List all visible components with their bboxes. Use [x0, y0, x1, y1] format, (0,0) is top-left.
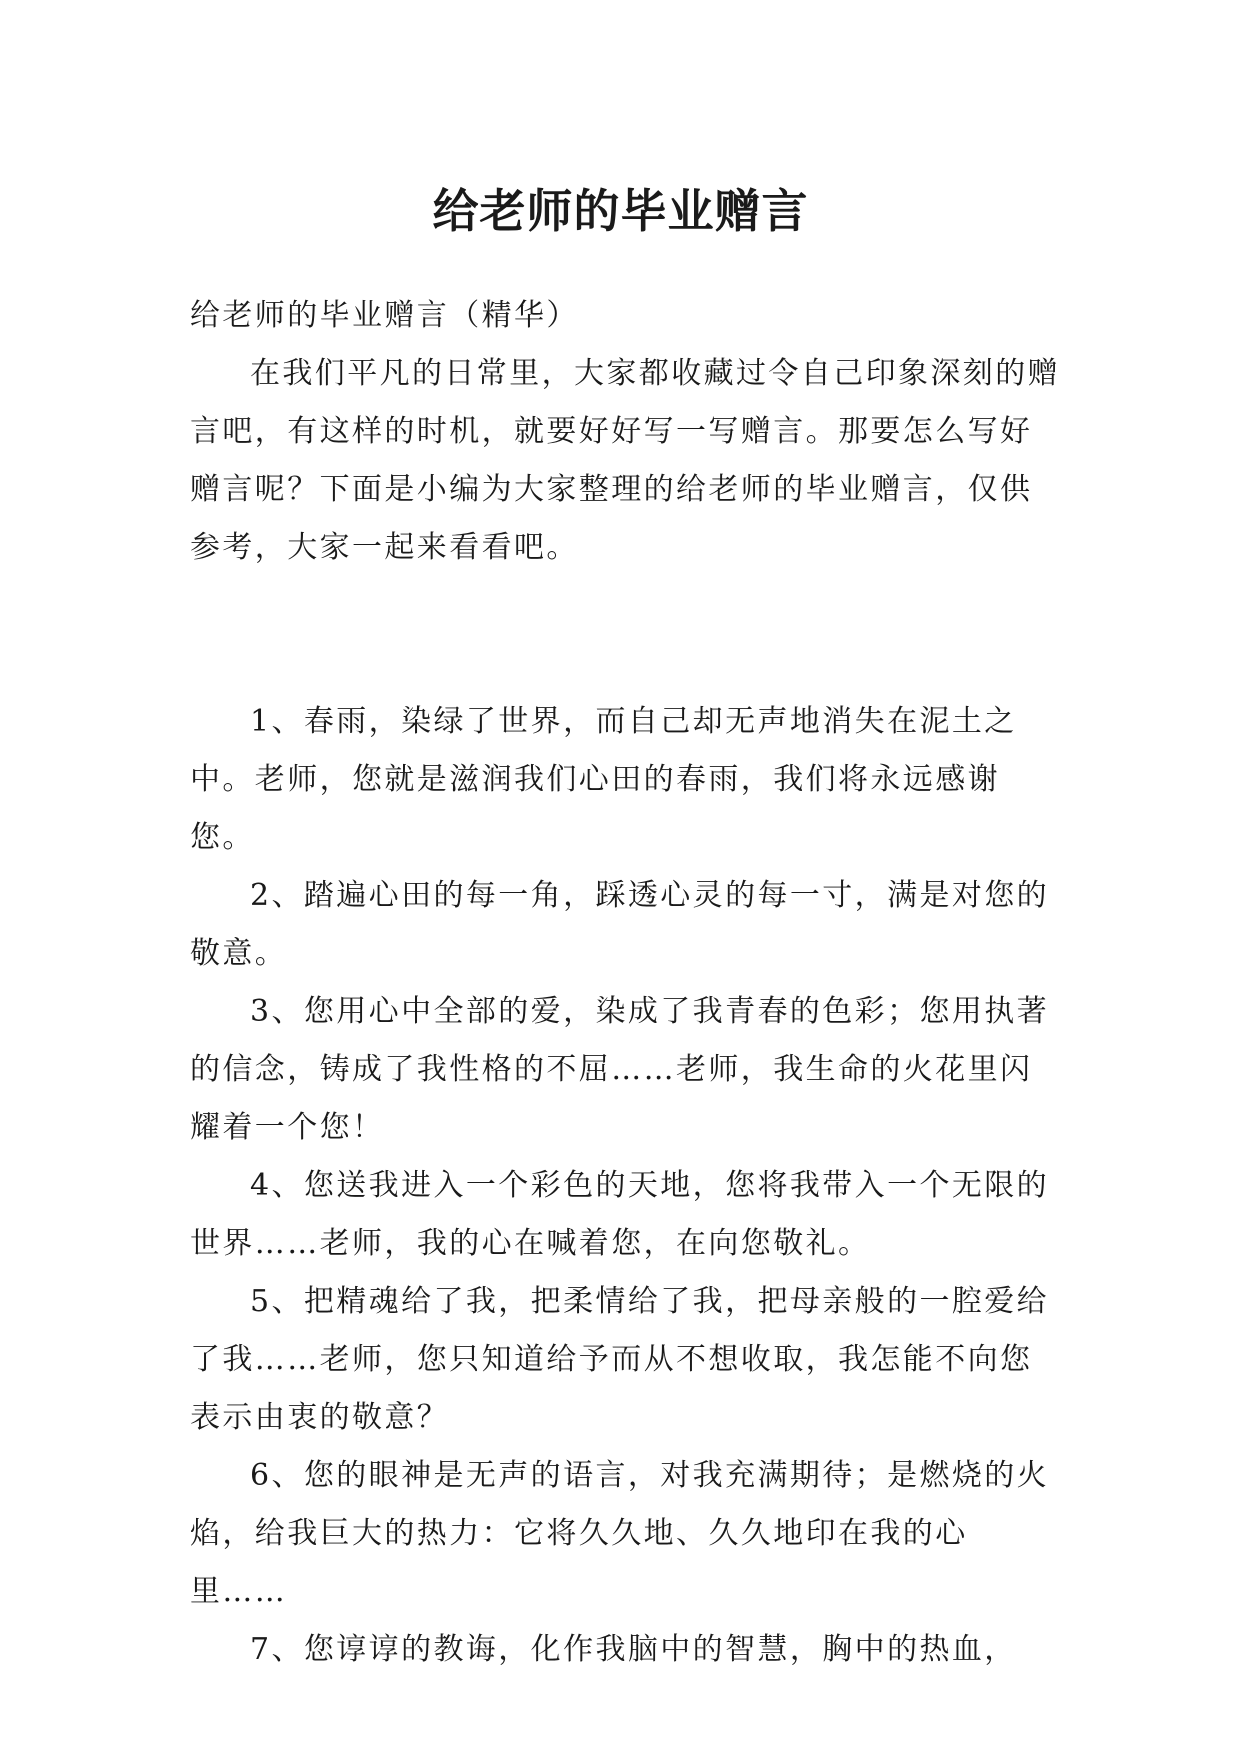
document-subtitle: 给老师的毕业赠言（精华）: [190, 298, 579, 333]
document-title: 给老师的毕业赠言: [432, 183, 809, 238]
list-item: 6、您的眼神是无声的语言，对我充满期待；是燃烧的火焰，给我巨大的热力：它将久久地、久久地印在我的心里……: [190, 1458, 1050, 1609]
document-body: [190, 287, 1060, 1679]
list-item: 3、您用心中全部的爱，染成了我青春的色彩；您用执著的信念，铸成了我性格的不屈……老师，我生命的火花里闪耀着一个您！: [190, 994, 1050, 1145]
list-item: 5、把精魂给了我，把柔情给了我，把母亲般的一腔爱给了我……老师，您只知道给予而从不想收取，我怎能不向您表示由衷的敬意？: [190, 1284, 1050, 1435]
intro-paragraph: 在我们平凡的日常里，大家都收藏过令自己印象深刻的赠言吧，有这样的时机，就要好好写一写赠言。那要怎么写好赠言呢？下面是小编为大家整理的给老师的毕业赠言，仅供参考，大家一起来看看吧。: [190, 356, 1060, 565]
paragraph-spacer: [190, 577, 1060, 693]
list-item: 1、春雨，染绿了世界，而自己却无声地消失在泥土之中。老师，您就是滋润我们心田的春雨，我们将永远感谢您。: [190, 704, 1017, 855]
list-item: 7、您谆谆的教诲，化作我脑中的智慧，胸中的热血，: [250, 1632, 1017, 1667]
list-item: 4、您送我进入一个彩色的天地，您将我带入一个无限的世界……老师，我的心在喊着您，在向您敬礼。: [190, 1168, 1050, 1261]
list-item: 2、踏遍心田的每一角，踩透心灵的每一寸，满是对您的敬意。: [190, 878, 1050, 971]
